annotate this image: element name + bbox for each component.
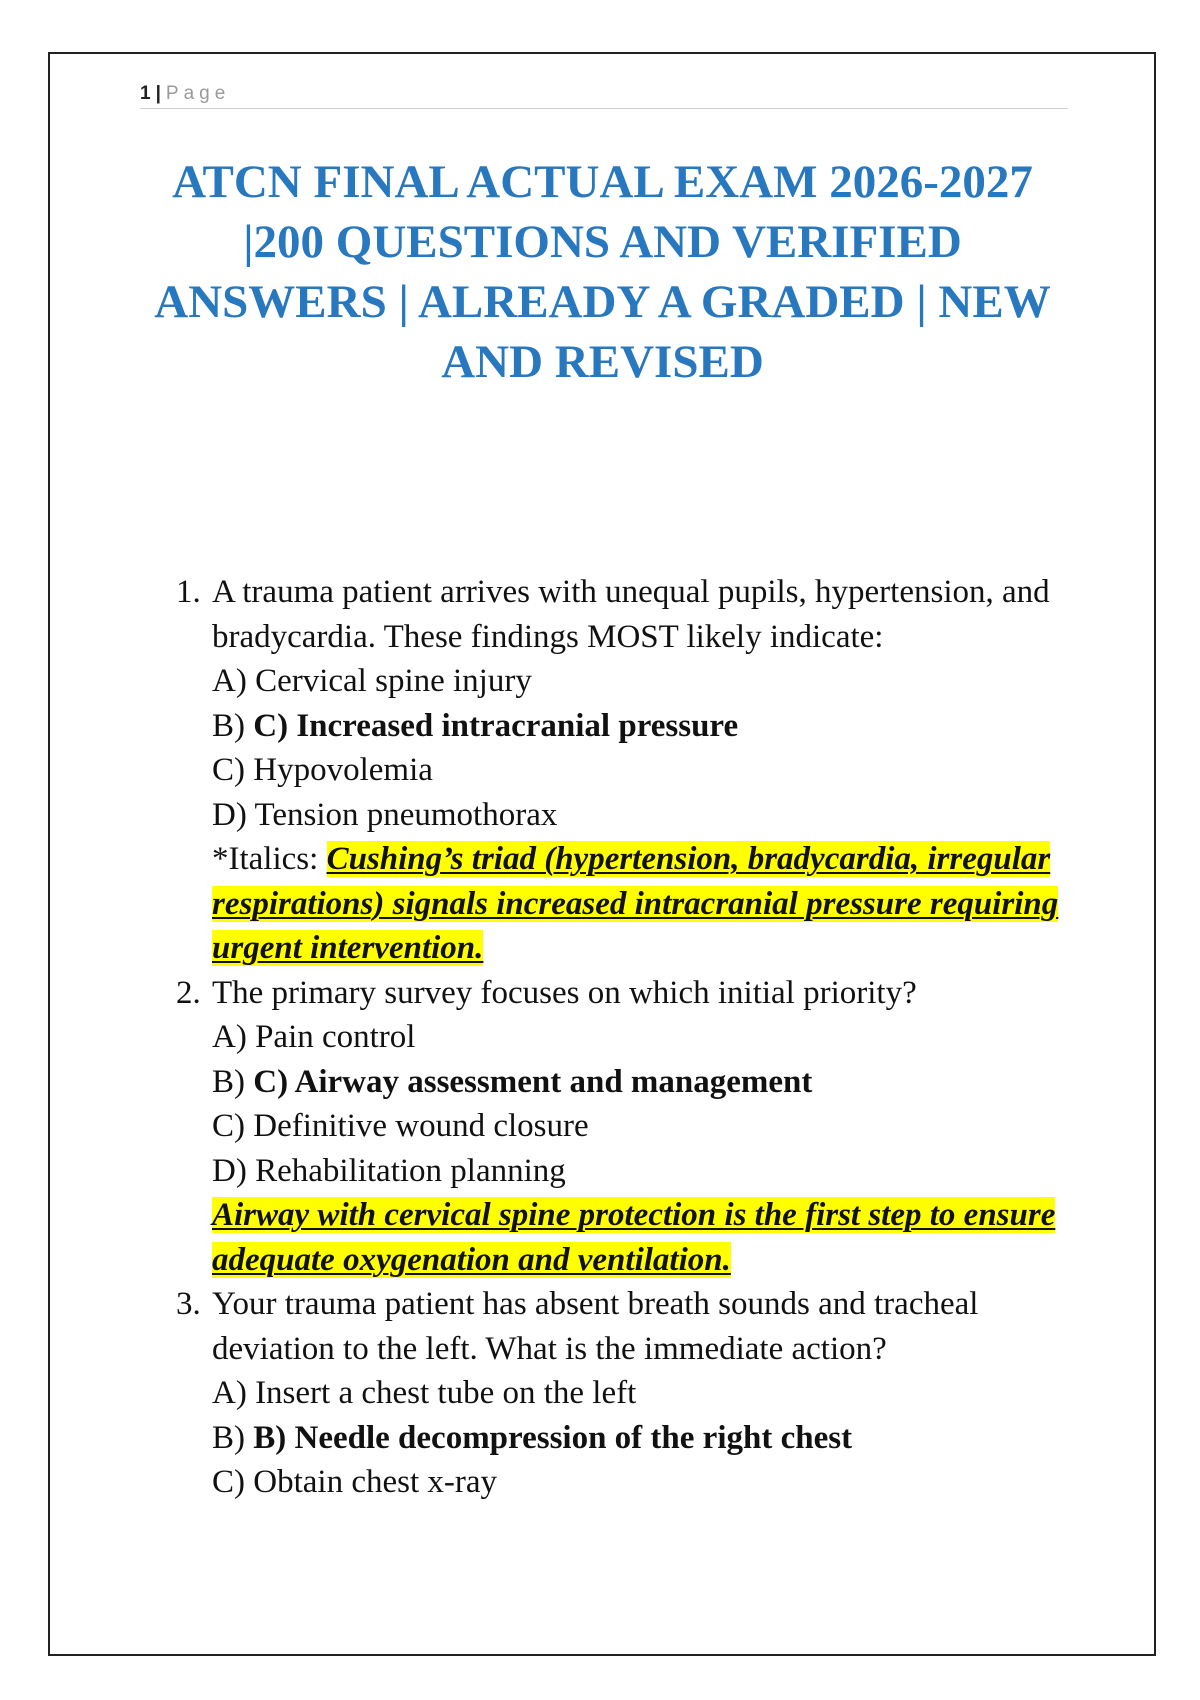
option-c: C) Obtain chest x-ray <box>212 1464 497 1500</box>
option-b <box>212 1416 1076 1461</box>
option-c: C) Hypovolemia <box>212 752 433 788</box>
option-b <box>212 1060 1076 1105</box>
question-number: 2. <box>176 974 201 1011</box>
option-c: C) Definitive wound closure <box>212 1108 589 1144</box>
page-separator: | <box>155 83 161 104</box>
option-a: A) Insert a chest tube on the left <box>212 1375 637 1411</box>
rationale-highlight: Cushing’s triad (hypertension, bradycardia, irregular respirations) signals increased intracranial pressure requiring urgent intervention. <box>212 841 1059 966</box>
question-text: Your trauma patient has absent breath sounds and tracheal deviation to the left. What is the immediate action? <box>212 1286 979 1367</box>
page-number: 1 <box>140 83 151 104</box>
question-1 <box>176 570 1076 971</box>
option-b <box>212 704 1076 749</box>
correct-answer: C) Airway assessment and management <box>253 1063 813 1100</box>
option-b-prefix: B) <box>212 1419 254 1456</box>
option-a: A) Pain control <box>212 1019 416 1055</box>
document-title: ATCN FINAL ACTUAL EXAM 2026-2027 |200 QUESTIONS AND VERIFIED ANSWERS | ALREADY A GRADED | NEW AND REVISED <box>154 156 1051 388</box>
option-d: D) Rehabilitation planning <box>212 1152 566 1189</box>
option-b-prefix: B) <box>212 1063 254 1100</box>
option-a: A) Cervical spine injury <box>212 663 532 699</box>
question-list <box>176 570 1076 1505</box>
correct-answer: C) Increased intracranial pressure <box>253 707 739 744</box>
question-text: A trauma patient arrives with unequal pupils, hypertension, and bradycardia. These findings MOST likely indicate: <box>212 574 1050 655</box>
question-2 <box>176 971 1076 1283</box>
question-text: The primary survey focuses on which initial priority? <box>212 974 917 1011</box>
question-3 <box>176 1282 1076 1505</box>
rationale-highlight: Airway with cervical spine protection is the first step to ensure adequate oxygenation and ventilation. <box>212 1197 1056 1278</box>
question-number: 3. <box>176 1286 201 1322</box>
rationale-prefix: *Italics: <box>212 841 327 877</box>
page-label: Page <box>165 83 231 104</box>
rationale <box>212 837 1076 971</box>
question-number: 1. <box>176 574 201 610</box>
page-header <box>140 80 1068 109</box>
correct-answer: B) Needle decompression of the right chest <box>253 1419 853 1456</box>
rationale <box>212 1193 1076 1282</box>
option-b-prefix: B) <box>212 707 254 744</box>
option-d: D) Tension pneumothorax <box>212 796 558 833</box>
